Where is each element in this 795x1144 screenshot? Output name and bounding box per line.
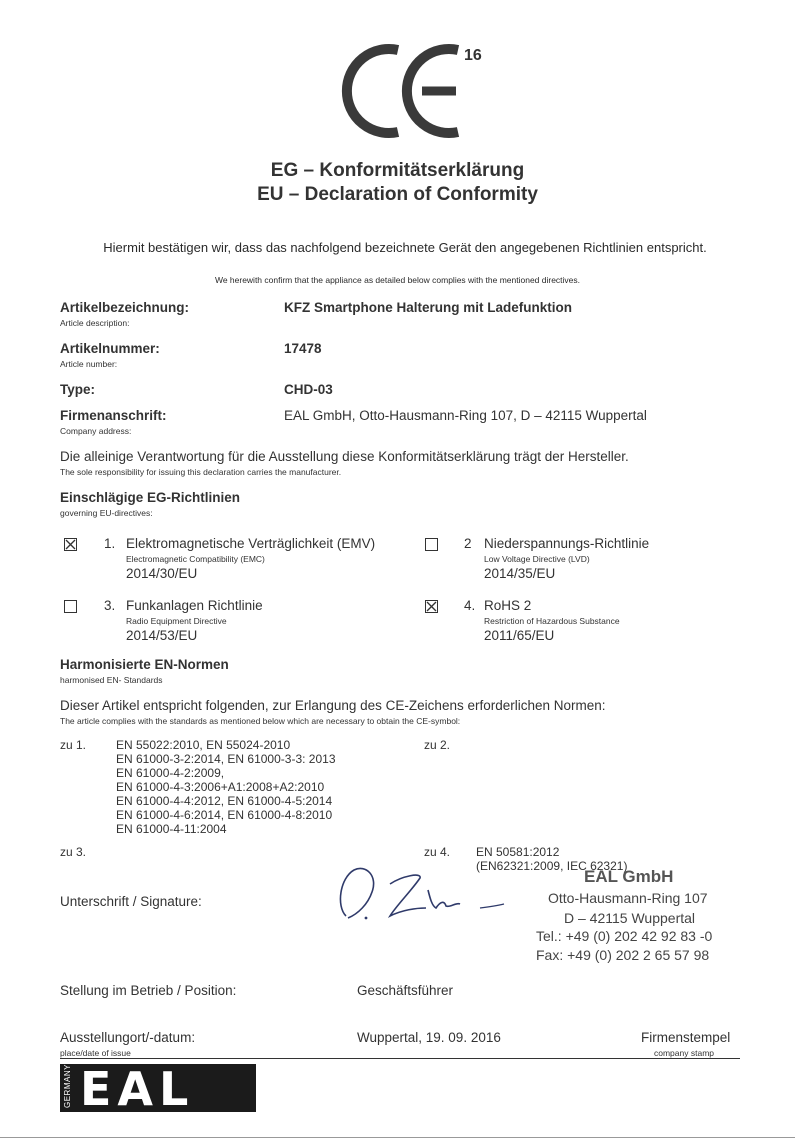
directive-4-name: RoHS 2 bbox=[484, 598, 532, 613]
directive-3-code: 2014/53/EU bbox=[126, 628, 198, 643]
standards-line: EN 61000-4-3:2006+A1:2008+A2:2010 bbox=[116, 780, 325, 794]
type-value: CHD-03 bbox=[284, 382, 333, 397]
directive-2-checkbox[interactable] bbox=[425, 538, 438, 551]
signature-label: Unterschrift / Signature: bbox=[60, 894, 202, 909]
directive-1-number: 1. bbox=[104, 536, 116, 551]
standards-line: EN 61000-3-2:2014, EN 61000-3-3: 2013 bbox=[116, 752, 336, 766]
standards-line: (EN62321:2009, IEC 62321) bbox=[476, 859, 628, 873]
signature-icon bbox=[332, 858, 532, 928]
directive-2-number: 2 bbox=[464, 536, 472, 551]
page-bottom-divider bbox=[0, 1137, 795, 1138]
standards-line: EN 61000-4-6:2014, EN 61000-4-8:2010 bbox=[116, 808, 333, 822]
notified-body-number: 16 bbox=[464, 47, 482, 64]
directives-heading: Einschlägige EG-Richtlinien bbox=[60, 490, 241, 505]
stamp-company: EAL GmbH bbox=[584, 867, 674, 886]
directive-2-code: 2014/35/EU bbox=[484, 566, 556, 581]
article-description-value: KFZ Smartphone Halterung mit Ladefunktion bbox=[284, 300, 573, 315]
issue-label: Ausstellungort/-datum: bbox=[60, 1030, 196, 1045]
type-label: Type: bbox=[60, 382, 96, 397]
directives-subheading: governing EU-directives: bbox=[60, 508, 153, 518]
standards-line: EN 50581:2012 bbox=[476, 845, 560, 859]
article-description-label: Artikelbezeichnung: bbox=[60, 300, 190, 315]
standards-zu3-label: zu 3. bbox=[60, 845, 87, 859]
standards-line: EN 61000-4-4:2012, EN 61000-4-5:2014 bbox=[116, 794, 333, 808]
title-english: EU – Declaration of Conformity bbox=[257, 184, 538, 205]
standards-subheading: harmonised EN- Standards bbox=[60, 675, 163, 685]
directive-3-english: Radio Equipment Directive bbox=[126, 616, 227, 626]
stamp-fax: Fax: +49 (0) 202 2 65 57 98 bbox=[536, 947, 710, 963]
logo-text: EAL bbox=[80, 1062, 195, 1116]
issue-value: Wuppertal, 19. 09. 2016 bbox=[357, 1030, 501, 1045]
standards-intro-english: The article complies with the standards as mentioned below which are necessary to obtain the CE-symbol: bbox=[60, 716, 461, 726]
standards-line: EN 55022:2010, EN 55024-2010 bbox=[116, 738, 291, 752]
position-label: Stellung im Betrieb / Position: bbox=[60, 983, 237, 998]
directive-4-code: 2011/65/EU bbox=[484, 628, 555, 643]
directive-1-english: Electromagnetic Compatibility (EMC) bbox=[126, 554, 265, 564]
directive-1-name: Elektromagnetische Verträglichkeit (EMV) bbox=[126, 536, 376, 551]
article-description-sublabel: Article description: bbox=[60, 318, 130, 328]
standards-zu4-label: zu 4. bbox=[424, 845, 451, 859]
standards-zu1-label: zu 1. bbox=[60, 738, 87, 752]
issue-sublabel: place/date of issue bbox=[60, 1048, 740, 1059]
title-german: EG – Konformitätserklärung bbox=[270, 160, 525, 181]
directive-3-checkbox[interactable] bbox=[64, 600, 77, 613]
company-stamp-label: Firmenstempel bbox=[641, 1030, 731, 1045]
responsibility-english: The sole responsibility for issuing this declaration carries the manufacturer. bbox=[60, 467, 342, 477]
directive-3-name: Funkanlagen Richtlinie bbox=[126, 598, 263, 613]
article-number-value: 17478 bbox=[284, 341, 322, 356]
ce-mark-icon bbox=[340, 40, 470, 140]
directive-1-code: 2014/30/EU bbox=[126, 566, 198, 581]
stamp-telephone: Tel.: +49 (0) 202 42 92 83 -0 bbox=[536, 928, 713, 944]
position-value: Geschäftsführer bbox=[357, 983, 454, 998]
stamp-city: D – 42115 Wuppertal bbox=[564, 910, 696, 926]
standards-zu2-label: zu 2. bbox=[424, 738, 451, 752]
intro-english: We herewith confirm that the appliance as detailed below complies with the mentioned directives. bbox=[214, 275, 581, 285]
standards-line: EN 61000-4-2:2009, bbox=[116, 766, 225, 780]
standards-heading: Harmonisierte EN-Normen bbox=[60, 657, 229, 672]
article-number-sublabel: Article number: bbox=[60, 359, 118, 369]
directive-3-number: 3. bbox=[104, 598, 116, 613]
check-x-icon bbox=[65, 539, 76, 550]
directive-2-english: Low Voltage Directive (LVD) bbox=[484, 554, 590, 564]
stamp-street: Otto-Hausmann-Ring 107 bbox=[548, 890, 708, 906]
logo-side-text: GERMANY bbox=[63, 1064, 72, 1108]
directive-4-checkbox[interactable] bbox=[425, 600, 438, 613]
intro-german: Hiermit bestätigen wir, dass das nachfolgend bezeichnete Gerät den angegebenen Richtlinien entspricht. bbox=[103, 240, 707, 255]
directive-4-english: Restriction of Hazardous Substance bbox=[484, 616, 620, 626]
check-x-icon bbox=[426, 601, 437, 612]
responsibility-german: Die alleinige Verantwortung für die Ausstellung diese Konformitätserklärung trägt der Hersteller. bbox=[60, 449, 629, 464]
article-number-label: Artikelnummer: bbox=[60, 341, 160, 356]
directive-2-name: Niederspannungs-Richtlinie bbox=[484, 536, 650, 551]
company-address-value: EAL GmbH, Otto-Hausmann-Ring 107, D – 42115 Wuppertal bbox=[284, 408, 647, 423]
standards-line: EN 61000-4-11:2004 bbox=[116, 822, 227, 836]
directive-4-number: 4. bbox=[464, 598, 476, 613]
standards-intro-german: Dieser Artikel entspricht folgenden, zur Erlangung des CE-Zeichens erforderlichen Normen: bbox=[60, 698, 606, 713]
company-stamp-sublabel: company stamp bbox=[654, 1048, 714, 1058]
directive-1-checkbox[interactable] bbox=[64, 538, 77, 551]
company-address-label: Firmenanschrift: bbox=[60, 408, 167, 423]
company-address-sublabel: Company address: bbox=[60, 426, 132, 436]
